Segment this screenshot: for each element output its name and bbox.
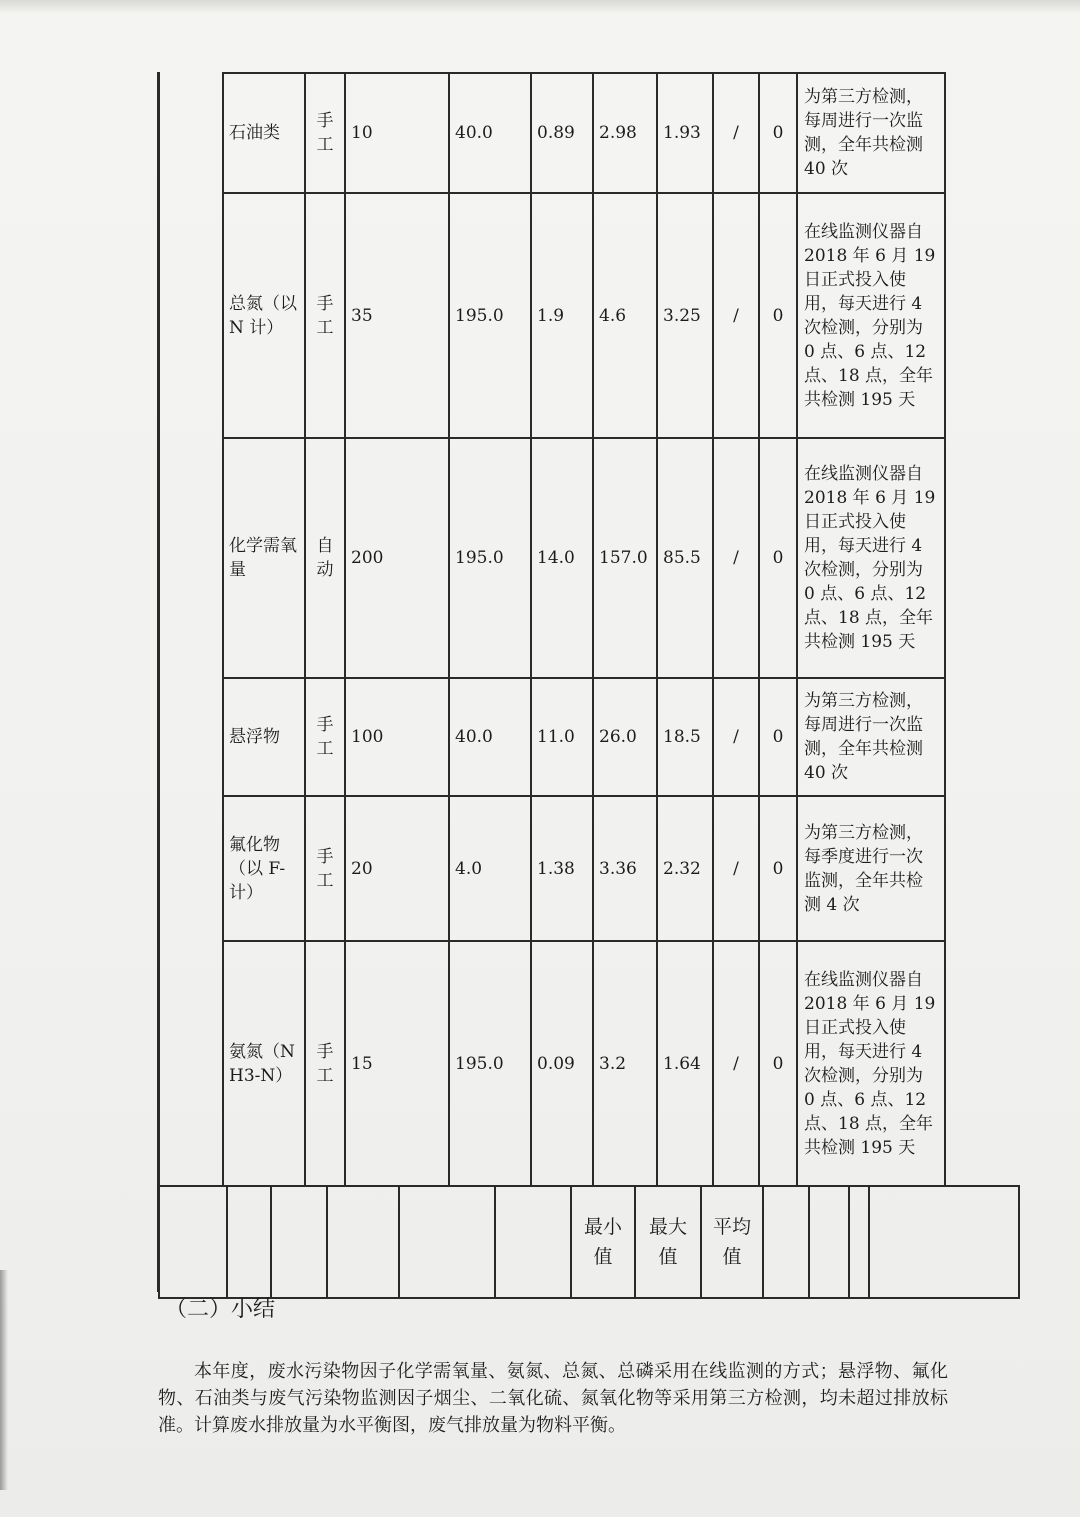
method-cell: 手工 [305, 941, 345, 1186]
min-cell: 0.89 [531, 73, 593, 193]
table-row [223, 438, 945, 678]
pollutant-cell: 氨氮（NH3-N） [223, 941, 305, 1186]
exceed-cell: / [713, 678, 759, 796]
max-cell: 2.98 [593, 73, 657, 193]
table-row [223, 678, 945, 796]
limit-cell: 20 [345, 796, 449, 941]
table-row [223, 193, 945, 438]
exceed-cell: / [713, 438, 759, 678]
exceed-cell: / [713, 796, 759, 941]
blank-cell [763, 1186, 809, 1298]
section-heading: （二）小结 [165, 1297, 276, 1322]
summary-header-table [158, 1185, 1020, 1299]
exceed-count-cell: 0 [759, 193, 797, 438]
pollutant-cell: 悬浮物 [223, 678, 305, 796]
note-cell: 在线监测仪器自 2018 年 6 月 19 日正式投入使用，每天进行 4 次检测，分别为 0 点、6 点、12 点、18 点，全年共检测 195 天 [797, 438, 945, 678]
blank-cell [495, 1186, 571, 1298]
limit-cell: 10 [345, 73, 449, 193]
max-cell: 3.36 [593, 796, 657, 941]
count-cell: 195.0 [449, 941, 531, 1186]
count-cell: 195.0 [449, 193, 531, 438]
blank-cell [809, 1186, 849, 1298]
min-header: 最小值 [571, 1186, 635, 1298]
method-cell: 手工 [305, 796, 345, 941]
count-cell: 4.0 [449, 796, 531, 941]
pollutant-cell: 氟化物（以 F- 计） [223, 796, 305, 941]
avg-cell: 1.64 [657, 941, 713, 1186]
count-cell: 195.0 [449, 438, 531, 678]
count-cell: 40.0 [449, 678, 531, 796]
limit-cell: 100 [345, 678, 449, 796]
summary-header-row [159, 1186, 1019, 1298]
min-cell: 1.38 [531, 796, 593, 941]
limit-cell: 15 [345, 941, 449, 1186]
limit-cell: 35 [345, 193, 449, 438]
note-cell: 为第三方检测，每季度进行一次监测，全年共检测 4 次 [797, 796, 945, 941]
blank-cell [849, 1186, 869, 1298]
avg-cell: 1.93 [657, 73, 713, 193]
min-cell: 1.9 [531, 193, 593, 438]
monitoring-table [222, 72, 946, 1187]
left-margin-rule [157, 72, 160, 1292]
table-row [223, 941, 945, 1186]
exceed-count-cell: 0 [759, 678, 797, 796]
max-cell: 4.6 [593, 193, 657, 438]
method-cell: 自动 [305, 438, 345, 678]
table-row [223, 796, 945, 941]
pollutant-cell: 化学需氧量 [223, 438, 305, 678]
page-top-shadow [0, 0, 1080, 14]
table-row [223, 73, 945, 193]
max-cell: 26.0 [593, 678, 657, 796]
avg-cell: 18.5 [657, 678, 713, 796]
blank-cell [327, 1186, 399, 1298]
method-cell: 手工 [305, 73, 345, 193]
exceed-count-cell: 0 [759, 941, 797, 1186]
avg-cell: 2.32 [657, 796, 713, 941]
summary-paragraph: 本年度，废水污染物因子化学需氧量、氨氮、总氮、总磷采用在线监测的方式；悬浮物、氟化物、石油类与废气污染物监测因子烟尘、二氧化硫、氮氧化物等采用第三方检测，均未超过排放标准。计算废水排放量为水平衡图，废气排放量为物料平衡。 [158, 1361, 948, 1436]
max-cell: 157.0 [593, 438, 657, 678]
note-cell: 在线监测仪器自 2018 年 6 月 19 日正式投入使用，每天进行 4 次检测，分别为 0 点、6 点、12 点、18 点，全年共检测 195 天 [797, 941, 945, 1186]
max-cell: 3.2 [593, 941, 657, 1186]
exceed-cell: / [713, 73, 759, 193]
exceed-cell: / [713, 193, 759, 438]
min-cell: 0.09 [531, 941, 593, 1186]
avg-cell: 85.5 [657, 438, 713, 678]
count-cell: 40.0 [449, 73, 531, 193]
max-header: 最大值 [635, 1186, 701, 1298]
limit-cell: 200 [345, 438, 449, 678]
exceed-count-cell: 0 [759, 796, 797, 941]
note-cell: 为第三方检测，每周进行一次监测，全年共检测 40 次 [797, 73, 945, 193]
blank-cell [399, 1186, 495, 1298]
pollutant-cell: 石油类 [223, 73, 305, 193]
blank-cell [227, 1186, 271, 1298]
method-cell: 手工 [305, 193, 345, 438]
avg-header: 平均值 [701, 1186, 763, 1298]
method-cell: 手工 [305, 678, 345, 796]
note-cell: 为第三方检测，每周进行一次监测，全年共检测 40 次 [797, 678, 945, 796]
blank-cell [869, 1186, 1019, 1298]
exceed-count-cell: 0 [759, 73, 797, 193]
exceed-count-cell: 0 [759, 438, 797, 678]
blank-cell [271, 1186, 327, 1298]
min-cell: 14.0 [531, 438, 593, 678]
pollutant-cell: 总氮（以 N 计） [223, 193, 305, 438]
min-cell: 11.0 [531, 678, 593, 796]
note-cell: 在线监测仪器自 2018 年 6 月 19 日正式投入使用，每天进行 4 次检测，分别为 0 点、6 点、12 点、18 点，全年共检测 195 天 [797, 193, 945, 438]
blank-cell [159, 1186, 227, 1298]
page-edge-shadow [0, 1270, 8, 1490]
exceed-cell: / [713, 941, 759, 1186]
avg-cell: 3.25 [657, 193, 713, 438]
